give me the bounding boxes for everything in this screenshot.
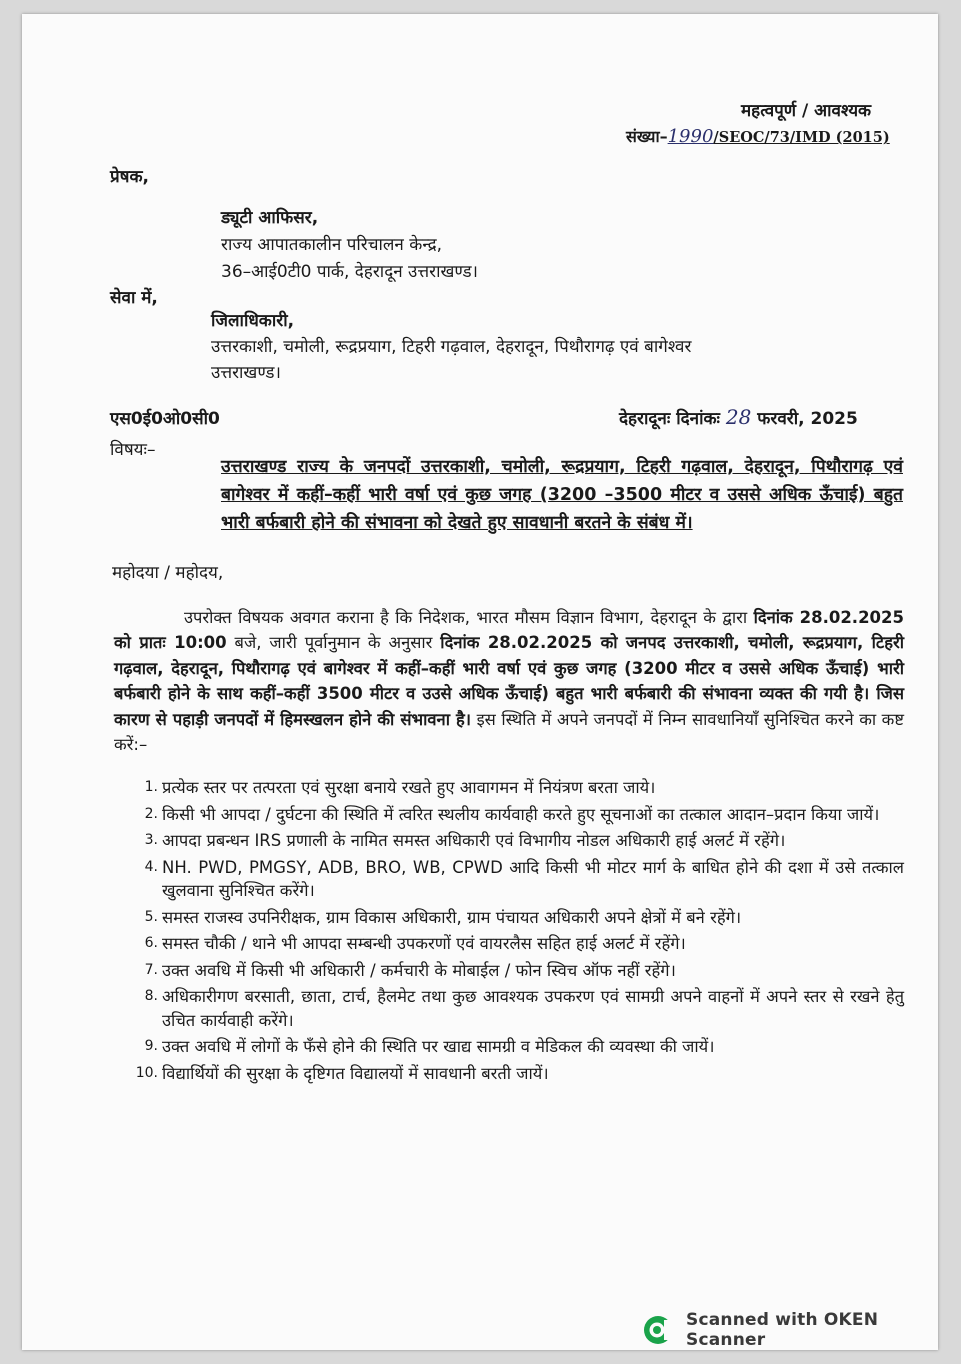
priority-label: महत्वपूर्ण / आवश्यक [741, 101, 872, 121]
recipient-state: उत्तराखण्ड। [211, 363, 281, 383]
subject-text: उत्तराखण्ड राज्य के जनपदों उत्तरकाशी, चमोली, रूद्रप्रयाग, टिहरी गढ़वाल, देहरादून, पिथौरागढ़ एवं बागेश्वर में कहीं–कहीं भारी वर्षा एवं कुछ जगह (3200 –3500 मीटर व उससे अधिक ऊँचाई) बहुत भारी बर्फबारी होने की संभावना को देखते हुए सावधानी बरतने के संबंध में। [221, 456, 903, 533]
list-item-text: उक्त अवधि में किसी भी अधिकारी / कर्मचारी के मोबाईल / फोन स्विच ऑफ नहीं रहेंगे। [162, 960, 676, 980]
reference-handwritten-number: 1990 [667, 126, 714, 147]
list-item-number: 9. [144, 1038, 158, 1054]
list-item-number: 3. [144, 832, 158, 848]
list-item-number: 2. [144, 805, 158, 822]
month-year: फरवरी, 2025 [757, 409, 858, 429]
oken-scanner-logo-icon [642, 1314, 674, 1346]
sender-label: प्रेषक, [110, 167, 150, 187]
list-item [124, 959, 904, 983]
list-item [124, 985, 904, 1032]
document-page [22, 14, 938, 1350]
issuer-code: एस0ई0ओ0सी0 [110, 409, 220, 429]
list-item-text: समस्त राजस्व उपनिरीक्षक, ग्राम विकास अधिकारी, ग्राम पंचायत अधिकारी अपने क्षेत्रों में बने रहेंगे। [162, 907, 742, 927]
salutation: महोदया / महोदय, [112, 563, 224, 583]
list-item [124, 1035, 904, 1059]
list-item-number: 10. [135, 1064, 158, 1081]
recipient-title: जिलाधिकारी, [211, 311, 295, 331]
list-item-text: किसी भी आपदा / दुर्घटना की स्थिति में त्वरित स्थलीय कार्यवाही करते हुए सूचनाओं का तत्काल आदान–प्रदान किया जायें। [162, 804, 880, 824]
list-item [124, 856, 904, 903]
list-item-text: अधिकारीगण बरसाती, छाता, टार्च, हैलमेट तथा कुछ आवश्यक उपकरण एवं सामग्री अपने वाहनों में अपने स्तर से रखने हेतु उचित कार्यवाही करेंगे। [162, 987, 904, 1030]
body-paragraph [114, 605, 904, 758]
body-text-2: बजे, जारी पूर्वानुमान के अनुसार [226, 633, 441, 652]
list-item-number: 8. [144, 988, 158, 1004]
list-item-text: प्रत्येक स्तर पर तत्परता एवं सुरक्षा बनाये रखते हुए आवागमन में नियंत्रण बरता जाये। [162, 778, 656, 797]
list-item-text: NH. PWD, PMGSY, ADB, BRO, WB, CPWD आदि किसी भी मोटर मार्ग के बाधित होने की दशा में उसे तत्काल खुलवाना सुनिश्चित करेंगे। [162, 857, 904, 900]
place-date-prefix: देहरादूनः दिनांकः [619, 409, 720, 429]
body-bold-date-1: दिनांक 28.02.2025 को प्रातः 10:00 [114, 607, 904, 652]
body-bold-forecast: दिनांक 28.02.2025 को जनपद उत्तरकाशी, चमोली, रूद्रप्रयाग, टिहरी गढ़वाल, देहरादून, पिथौरागढ़ एवं बागेश्वर में कहीं–कहीं भारी वर्षा एवं कुछ जगह (3200 मीटर व उससे अधिक ऊँचाई) भारी बर्फबारी होने के साथ कहीं–कहीं 3500 मीटर व उउसे अधिक ऊँचाई) बहुत भारी बर्फबारी की संभावना व्यक्त की गयी है। जिस कारण से पहाड़ी जनपदों में हिमस्खलन होने की संभावना है। [114, 633, 904, 729]
list-item [124, 776, 904, 800]
sender-office: राज्य आपातकालीन परिचालन केन्द्र, [221, 235, 443, 255]
list-item-number: 6. [144, 935, 158, 951]
scanner-watermark [642, 1312, 938, 1348]
body-text-1: उपरोक्त विषयक अवगत कराना है कि निदेशक, भारत मौसम विज्ञान विभाग, देहरादून के द्वारा [184, 607, 754, 627]
subject-label: विषयः– [110, 440, 156, 460]
list-item [124, 906, 904, 930]
list-item [124, 803, 904, 827]
list-item [124, 932, 904, 956]
reference-prefix: संख्या– [626, 127, 668, 146]
reference-number [626, 124, 916, 151]
scanner-watermark-text: Scanned with OKEN Scanner [686, 1310, 879, 1350]
reference-suffix: /SEOC/73/IMD (2015) [713, 129, 890, 146]
list-item-number: 7. [144, 961, 158, 978]
list-item-text: आपदा प्रबन्धन IRS प्रणाली के नामित समस्त अधिकारी एवं विभागीय नोडल अधिकारी हाई अलर्ट में रहेंगे। [162, 831, 786, 850]
place-date [619, 404, 909, 432]
list-item-text: उक्त अवधि में लोगों के फँसे होने की स्थिति पर खाद्य सामग्री व मेडिकल की व्यवस्था की जायें। [162, 1037, 715, 1056]
list-item-text: विद्यार्थियों की सुरक्षा के दृष्टिगत विद्यालयों में सावधानी बरती जायें। [162, 1063, 549, 1083]
sender-address: 36–आई0टी0 पार्क, देहरादून उत्तराखण्ड। [221, 262, 478, 282]
list-item-number: 4. [144, 858, 158, 875]
recipient-districts: उत्तरकाशी, चमोली, रूद्रप्रयाग, टिहरी गढ़वाल, देहरादून, पिथौरागढ़ एवं बागेश्वर [211, 337, 692, 357]
sender-title: ड्यूटी आफिसर, [221, 208, 319, 228]
body-text-3: इस स्थिति में अपने जनपदों में निम्न सावधानियाँ सुनिश्चित करने का कष्ट करें:– [114, 709, 904, 754]
list-item [124, 829, 904, 853]
list-item-number: 1. [144, 779, 158, 795]
list-item-number: 5. [144, 908, 158, 925]
recipient-label: सेवा में, [110, 288, 158, 308]
precautions-list [124, 776, 904, 1088]
list-item [124, 1062, 904, 1086]
handwritten-day: 28 [725, 405, 752, 429]
list-item-text: समस्त चौकी / थाने भी आपदा सम्बन्धी उपकरणों एवं वायरलैस सहित हाई अलर्ट में रहेंगे। [162, 934, 686, 953]
